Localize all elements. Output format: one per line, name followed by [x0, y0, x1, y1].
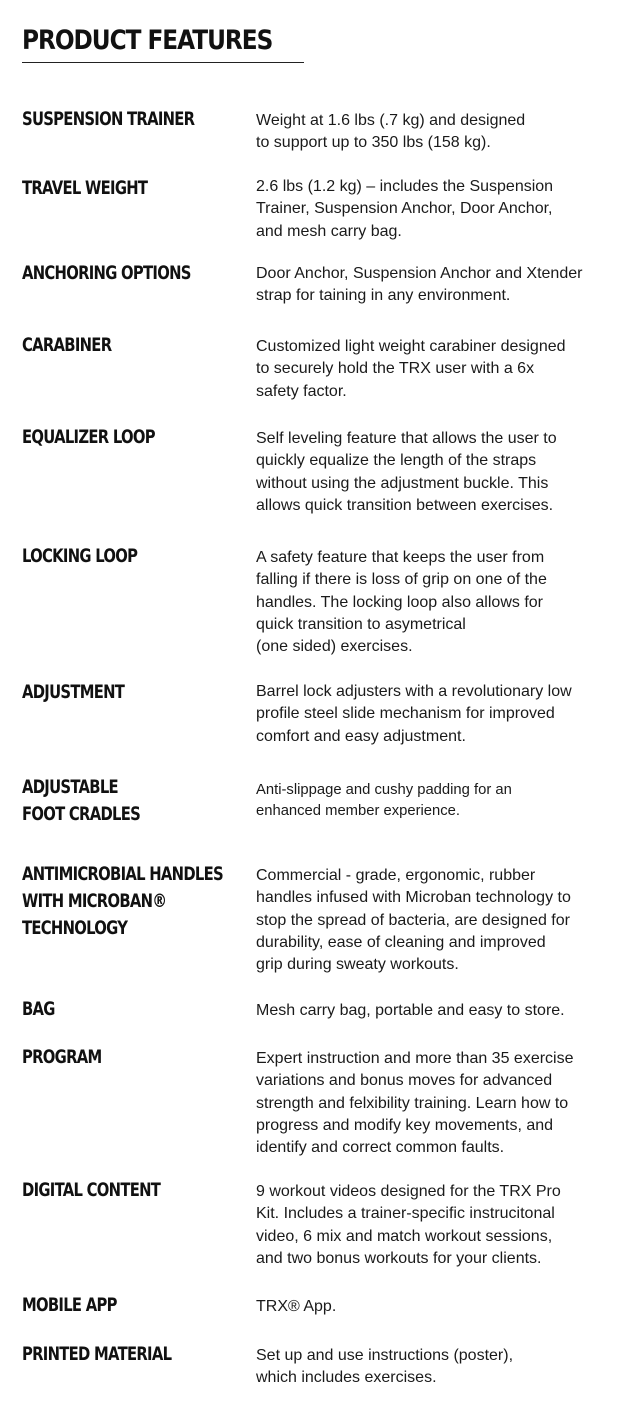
feature-label: LOCKING LOOP	[22, 546, 138, 567]
page-title: PRODUCT FEATURES	[22, 25, 273, 56]
feature-label: MOBILE APP	[22, 1295, 117, 1316]
feature-description: 2.6 lbs (1.2 kg) – includes the Suspension Trainer, Suspension Anchor, Door Anchor, and mesh carry bag.	[256, 178, 554, 240]
feature-description: Customized light weight carabiner designed to securely hold the TRX user with a 6x safety factor.	[256, 338, 566, 400]
feature-label: ANTIMICROBIAL HANDLES WITH MICROBAN® TECHNOLOGY	[22, 864, 223, 939]
feature-label: ANCHORING OPTIONS	[22, 263, 191, 284]
feature-description: 9 workout videos designed for the TRX Pro Kit. Includes a trainer-specific instrucitonal video, 6 mix and match workout sessions, and two bonus workouts for your clients.	[256, 1183, 561, 1267]
feature-label: EQUALIZER LOOP	[22, 427, 155, 448]
feature-label: ADJUSTABLE FOOT CRADLES	[22, 777, 141, 825]
title-underline	[22, 62, 304, 63]
feature-label: DIGITAL CONTENT	[22, 1180, 161, 1201]
feature-label: CARABINER	[22, 335, 112, 356]
feature-label: PRINTED MATERIAL	[22, 1344, 172, 1365]
feature-description: Anti-slippage and cushy padding for an enhanced member experience.	[256, 782, 512, 819]
feature-label: BAG	[22, 999, 55, 1020]
feature-label: PROGRAM	[22, 1047, 102, 1068]
feature-label: SUSPENSION TRAINER	[22, 109, 195, 130]
feature-description: Barrel lock adjusters with a revolutionary low profile steel slide mechanism for improved comfort and easy adjustment.	[256, 683, 572, 745]
feature-description: Mesh carry bag, portable and easy to store.	[256, 1002, 565, 1019]
feature-description: Commercial - grade, ergonomic, rubber handles infused with Microban technology to stop the spread of bacteria, are designed for durability, ease of cleaning and improved grip during sweaty workouts.	[256, 867, 571, 974]
feature-label: ADJUSTMENT	[22, 682, 125, 703]
feature-description: Expert instruction and more than 35 exercise variations and bonus moves for advanced strength and felxibility training. Learn how to progress and modify key movements, and identify and correct common faults.	[256, 1050, 574, 1157]
feature-description: TRX® App.	[256, 1298, 337, 1315]
feature-description: Weight at 1.6 lbs (.7 kg) and designed to support up to 350 lbs (158 kg).	[256, 112, 526, 152]
feature-description: A safety feature that keeps the user from falling if there is loss of grip on one of the handles. The locking loop also allows for quick transition to asymetrical (one sided) exercises.	[256, 549, 547, 656]
feature-label: TRAVEL WEIGHT	[22, 178, 148, 199]
feature-description: Door Anchor, Suspension Anchor and Xtender strap for taining in any environment.	[256, 265, 583, 305]
feature-description: Set up and use instructions (poster), which includes exercises.	[256, 1347, 514, 1387]
feature-description: Self leveling feature that allows the user to quickly equalize the length of the straps without using the adjustment buckle. This allows quick transition between exercises.	[256, 430, 557, 514]
